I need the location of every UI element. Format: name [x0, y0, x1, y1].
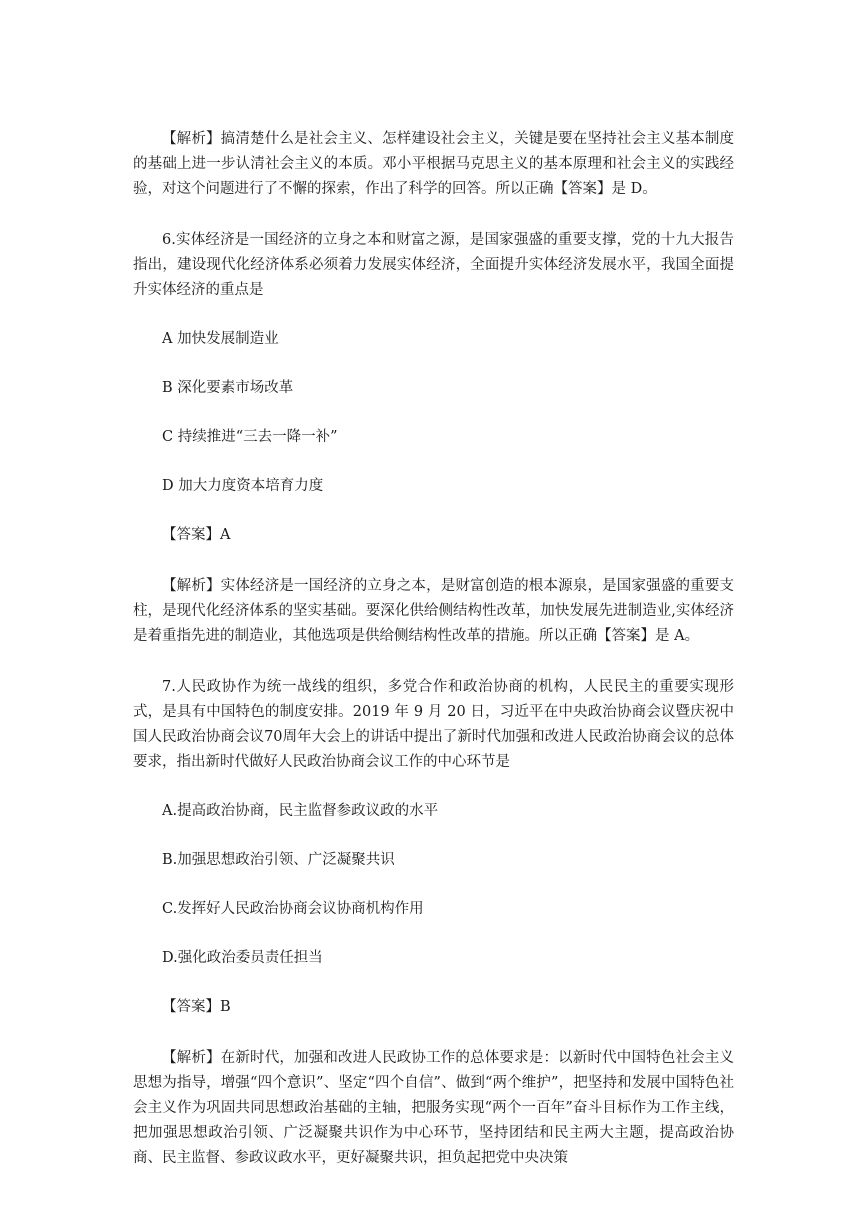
- q7-option-a: A.提高政治协商，民主监督参政议政的水平: [162, 803, 439, 819]
- q6-option-a: A 加快发展制造业: [162, 331, 279, 347]
- q7-analysis: 【解析】在新时代，加强和改进人民政协工作的总体要求是：以新时代中国特色社会主义思想为指导，增强“四个意识”、坚定“四个自信”、做到“两个维护”，把坚持和发展中国特色社会主义作为巩固共同思想政治基础的主轴，把服务实现“两个一百年”奋斗目标作为工作主线，把加强思想政治引领、广泛凝聚共识作为中心环节，坚持团结和民主两大主题，提高政治协商、民主监督、参政议政水平，更好凝聚共识，担负起把党中央决策: [133, 1050, 734, 1166]
- q7-answer: 【答案】B: [162, 999, 231, 1015]
- q6-option-c: C 持续推进“三去一降一补”: [162, 429, 338, 445]
- q7-option-c: C.发挥好人民政治协商会议协商机构作用: [162, 901, 424, 917]
- q7-option-b: B.加强思想政治引领、广泛凝聚共识: [162, 852, 395, 868]
- analysis-q5: 【解析】搞清楚什么是社会主义、怎样建设社会主义，关键是要在坚持社会主义基本制度的基础上进一步认清社会主义的本质。邓小平根据马克思主义的基本原理和社会主义的实践经验，对这个问题进行了不懈的探索，作出了科学的回答。所以正确【答案】是 D。: [133, 131, 734, 197]
- q6-option-d: D 加大力度资本培育力度: [162, 478, 324, 494]
- q6-option-b: B 深化要素市场改革: [162, 380, 294, 396]
- q6-analysis: 【解析】实体经济是一国经济的立身之本，是财富创造的根本源泉，是国家强盛的重要支柱，是现代化经济体系的坚实基础。要深化供给侧结构性改革，加快发展先进制造业,实体经济是着重指先进的制造业，其他选项是供给侧结构性改革的措施。所以正确【答案】是 A。: [133, 578, 734, 644]
- q6-answer: 【答案】A: [162, 527, 231, 543]
- question-6: 6.实体经济是一国经济的立身之本和财富之源，是国家强盛的重要支撑，党的十九大报告指出，建设现代化经济体系必须着力发展实体经济，全面提升实体经济发展水平，我国全面提升实体经济的重点是: [133, 232, 734, 298]
- q7-option-d: D.强化政治委员责任担当: [162, 950, 323, 966]
- question-7: 7.人民政协作为统一战线的组织，多党合作和政治协商的机构，人民民主的重要实现形式，是具有中国特色的制度安排。2019 年 9 月 20 日，习近平在中央政治协商会议暨庆祝中国人民政治协商会议70周年大会上的讲话中提出了新时代加强和改进人民政治协商会议的总体要求，指出新时代做好人民政治协商会议工作的中心环节是: [133, 679, 734, 770]
